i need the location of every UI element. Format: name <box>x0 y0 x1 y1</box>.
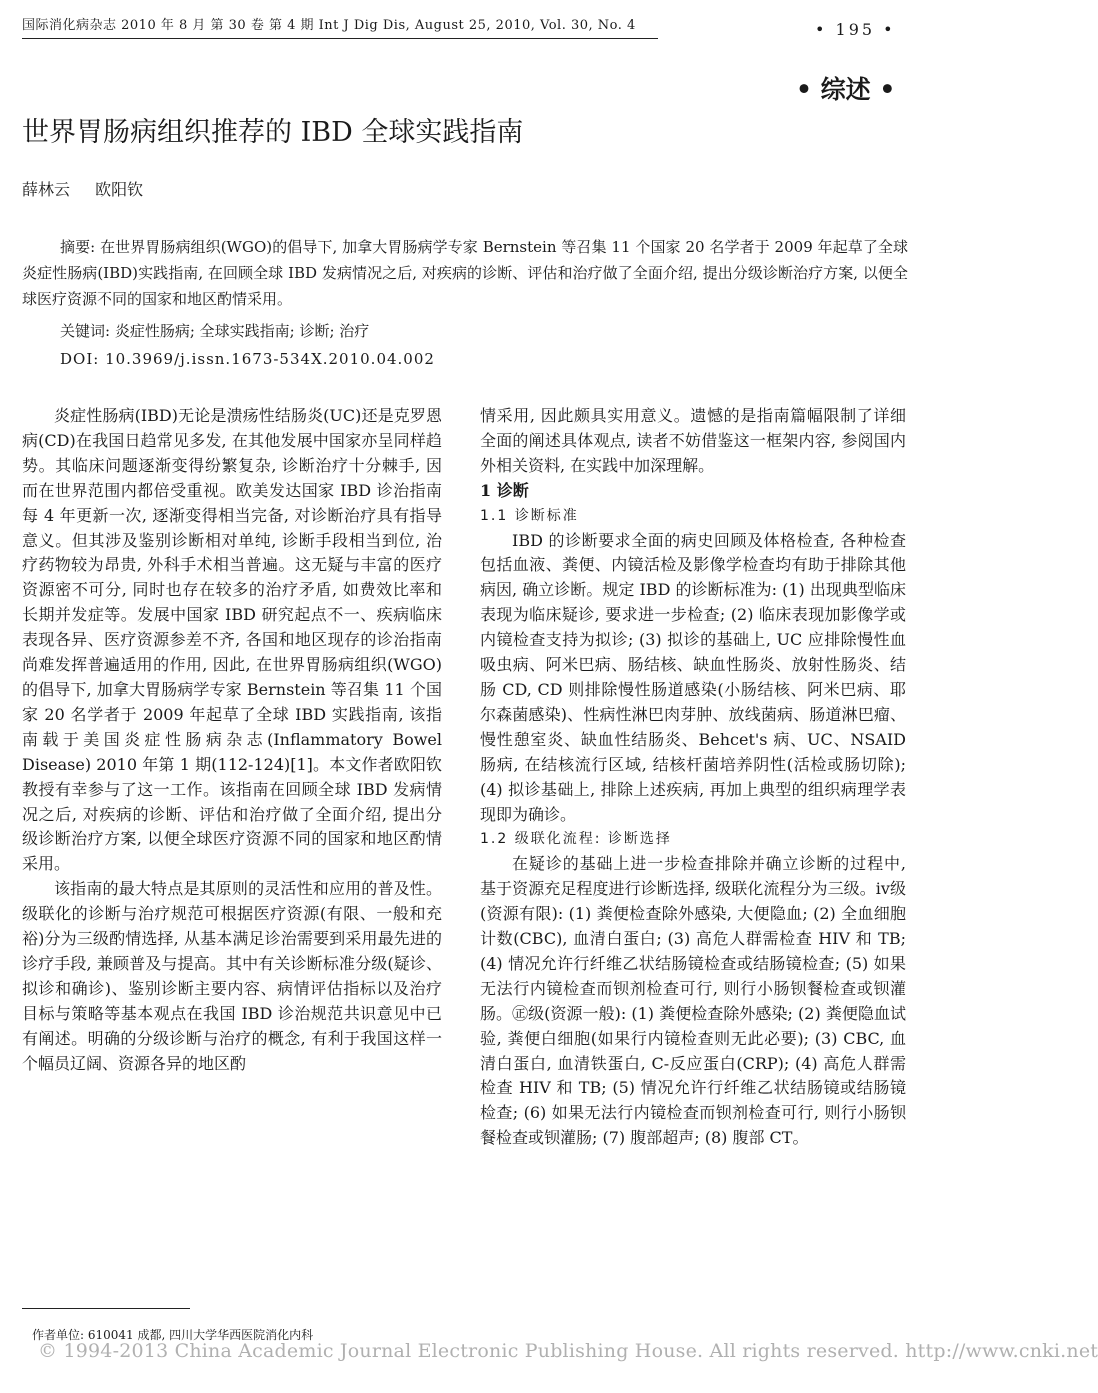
author-affiliation: 作者单位: 610041 成都, 四川大学华西医院消化内科 <box>32 1328 314 1342</box>
body-paragraph: 该指南的最大特点是其原则的灵活性和应用的普及性。级联化的诊断与治疗规范可根据医疗资源(有限、一般和充裕)分为三级酌情选择, 从基本满足诊治需要到采用最先进的诊疗手段, 兼顾普及与提高。其中有关诊断标准分级(疑诊、拟诊和确诊)、鉴别诊断主要内容、病情评估指标以及治疗目标与策略等基本观点在我国 IBD 诊治规范共识意见中已有阐述。明确的分级诊断与治疗的概念, 有利于我国这样一个幅员辽阔、资源各异的地区酌 <box>22 879 442 1073</box>
doi: DOI: 10.3969/j.issn.1673-534X.2010.04.002 <box>60 350 435 368</box>
authors: 薛林云 欧阳钦 <box>22 180 144 199</box>
section-label: • 综述 • <box>796 75 896 104</box>
subsection-heading: 1.2 级联化流程: 诊断选择 <box>480 831 672 848</box>
page-number: • 195 • <box>815 20 896 39</box>
copyright-watermark: © 1994-2013 China Academic Journal Electronic Publishing House. All rights reserved. http://www.cnki.net <box>38 1340 1098 1362</box>
body-paragraph-continued: 情采用, 因此颇具实用意义。遗憾的是指南篇幅限制了详细全面的阐述具体观点, 读者不妨借鉴这一框架内容, 参阅国内外相关资料, 在实践中加深理解。 <box>480 406 906 475</box>
body-paragraph: 在疑诊的基础上进一步检查排除并确立诊断的过程中, 基于资源充足程度进行诊断选择, 级联化流程分为三级。iv级(资源有限): (1) 粪便检查除外感染, 大便隐血; (2) 全血细胞计数(CBC), 血清白蛋白; (3) 高危人群需检查 HIV 和 TB; (4) 情况允许行纤维乙状结肠镜检查或结肠镜检查; (5) 如果无法行内镜检查而钡剂检查可行, 则行小肠钡餐检查或钡灌肠。㊣级(资源一般): (1) 粪便检查除外感染; (2) 粪便隐血试验, 粪便白细胞(如果行内镜检查则无此必要); (3) CBC, 血清白蛋白, 血清铁蛋白, C-反应蛋白(CRP); (4) 高危人群需检查 HIV 和 TB; (5) 情况允许行纤维乙状结肠镜或结肠镜检查; (6) 如果无法行内镜检查而钡剂检查可行, 则行小肠钡餐检查或钡灌肠; (7) 腹部超声; (8) 腹部 CT。 <box>480 854 906 1148</box>
article-title: 世界胃肠病组织推荐的 IBD 全球实践指南 <box>22 117 524 148</box>
body-column-right <box>480 404 906 1151</box>
body-paragraph: 炎症性肠病(IBD)无论是溃疡性结肠炎(UC)还是克罗恩病(CD)在我国日趋常见多发, 在其他发展中国家亦呈同样趋势。其临床问题逐渐变得纷繁复杂, 诊断治疗十分棘手, 因而在世界范围内都倍受重视。欧美发达国家 IBD 诊治指南每 4 年更新一次, 逐渐变得相当完备, 对诊断治疗具有指导意义。但其涉及鉴别诊断相对单纯, 诊断手段相当到位, 治疗药物较为昂贵, 外科手术相当普遍。这无疑与丰富的医疗资源密不可分, 同时也存在较多的治疗矛盾, 如费效比率和长期并发症等。发展中国家 IBD 研究起点不一、疾病临床表现各异、医疗资源参差不齐, 各国和地区现存的诊治指南尚难发挥普遍适用的作用, 因此, 在世界胃肠病组织(WGO)的倡导下, 加拿大胃肠病学专家 Bernstein 等召集 11 个国家 20 名学者于 2009 年起草了全球 IBD 实践指南, 该指南载于美国炎症性肠病杂志(Inflammatory Bowel Disease) 2010 年第 1 期(112-124)[1]。本文作者欧阳钦教授有幸参与了这一工作。该指南在回顾全球 IBD 发病情况之后, 对疾病的诊断、评估和治疗做了全面介绍, 提出分级诊断治疗方案, 以便全球医疗资源不同的国家和地区酌情采用。 <box>22 406 442 874</box>
keywords: 关键词: 炎症性肠病; 全球实践指南; 诊断; 治疗 <box>60 322 370 340</box>
body-paragraph: IBD 的诊断要求全面的病史回顾及体格检查, 各种检查包括血液、粪便、内镜活检及影像学检查均有助于排除其他病因, 确立诊断。规定 IBD 的诊断标准为: (1) 出现典型临床表现为临床疑诊, 要求进一步检查; (2) 临床表现加影像学或内镜检查支持为拟诊; (3) 拟诊的基础上, UC 应排除慢性血吸虫病、阿米巴病、肠结核、缺血性肠炎、放射性肠炎、结肠 CD, CD 则排除慢性肠道感染(小肠结核、阿米巴病、耶尔森菌感染)、性病性淋巴肉芽肿、放线菌病、肠道淋巴瘤、慢性憩室炎、缺血性结肠炎、Behcet's 病、UC、NSAID 肠病, 在结核流行区域, 结核杆菌培养阴性(活检或肠切除); (4) 拟诊基础上, 排除上述疾病, 再加上典型的组织病理学表现即为确诊。 <box>480 530 906 824</box>
subsection-heading: 1.1 诊断标准 <box>480 507 579 524</box>
footnote-divider <box>22 1308 190 1309</box>
section-heading: 1 诊断 <box>480 480 529 500</box>
running-header: 国际消化病杂志 2010 年 8 月 第 30 卷 第 4 期 Int J Dig Dis, August 25, 2010, Vol. 30, No. 4 <box>22 14 658 39</box>
body-column-left <box>22 404 442 1076</box>
abstract: 摘要: 在世界胃肠病组织(WGO)的倡导下, 加拿大胃肠病学专家 Bernstein 等召集 11 个国家 20 名学者于 2009 年起草了全球炎症性肠病(IBD)实践指南, 在回顾全球 IBD 发病情况之后, 对疾病的诊断、评估和治疗做了全面介绍, 提出分级诊断治疗方案, 以便全球医疗资源不同的国家和地区酌情采用。 <box>22 238 908 308</box>
